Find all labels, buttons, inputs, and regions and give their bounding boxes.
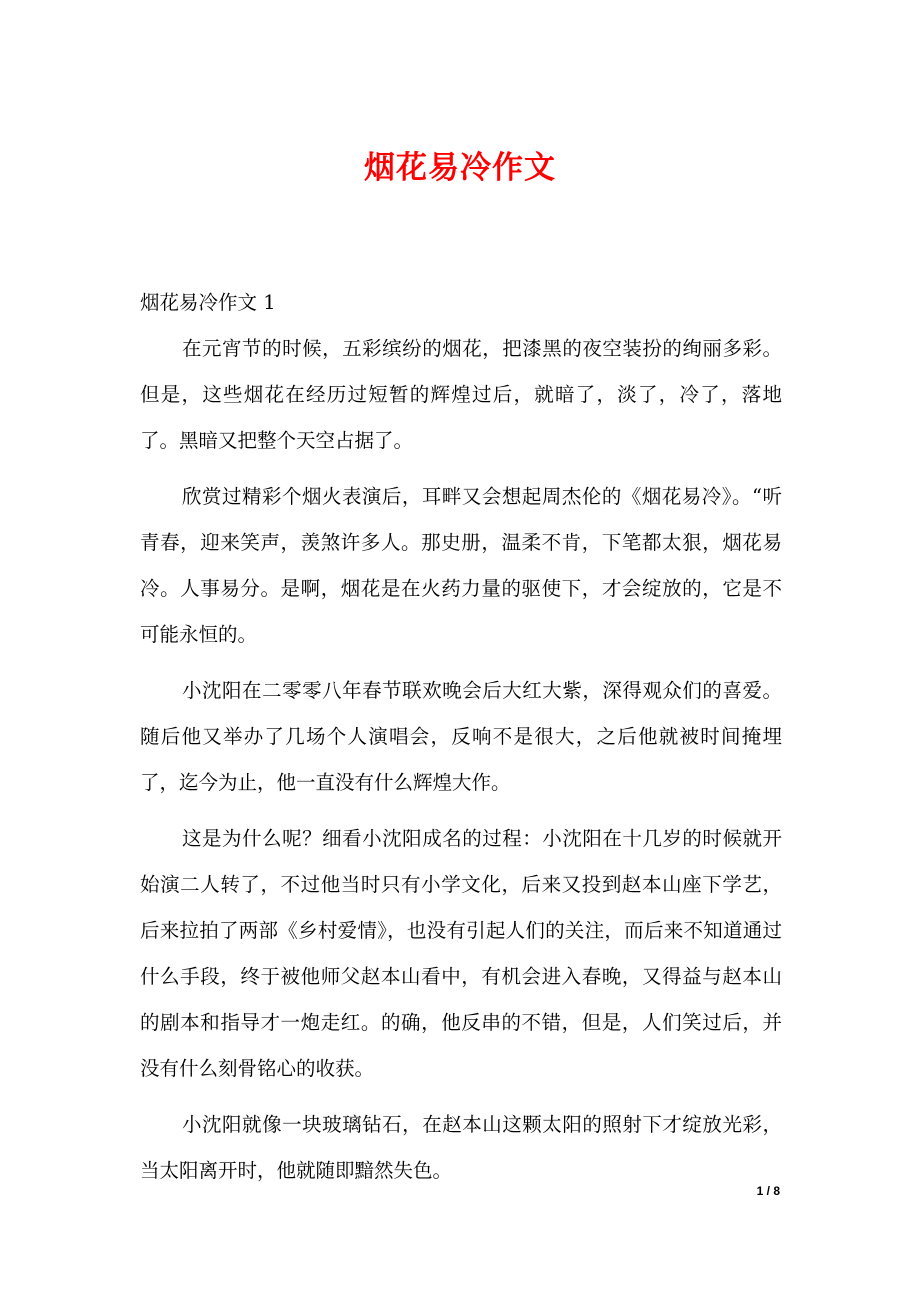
section-heading: 烟花易冷作文 1: [140, 291, 276, 314]
paragraph: 欣赏过精彩个烟火表演后，耳畔又会想起周杰伦的《烟花易冷》。“听青春，迎来笑声，羡煞许多人。那史册，温柔不肯，下笔都太狠，烟花易冷。人事易分。是啊，烟花是在火药力量的驱使下，才会绽放的，它是不可能永恒的。: [140, 485, 782, 646]
paragraph: 在元宵节的时候，五彩缤纷的烟花，把漆黑的夜空装扮的绚丽多彩。但是，这些烟花在经历过短暂的辉煌过后，就暗了，淡了，冷了，落地了。黑暗又把整个天空占据了。: [140, 337, 782, 452]
document-title: 烟花易冷作文: [364, 150, 556, 186]
paragraph: 这是为什么呢？细看小沈阳成名的过程：小沈阳在十几岁的时候就开始演二人转了，不过他当时只有小学文化，后来又投到赵本山座下学艺，后来拉拍了两部《乡村爱情》，也没有引起人们的关注，而后来不知道通过什么手段，终于被他师父赵本山看中，有机会进入春晚，又得益与赵本山的剧本和指导才一炮走红。的确，他反串的不错，但是，人们笑过后，并没有什么刻骨铭心的收获。: [140, 827, 782, 1080]
paragraph: 小沈阳在二零零八年春节联欢晚会后大红大紫，深得观众们的喜爱。随后他又举办了几场个人演唱会，反响不是很大，之后他就被时间掩埋了，迄今为止，他一直没有什么辉煌大作。: [140, 679, 782, 794]
paragraph: 小沈阳就像一块玻璃钻石，在赵本山这颗太阳的照射下才绽放光彩，当太阳离开时，他就随即黯然失色。: [140, 1113, 782, 1182]
document-body: [140, 280, 782, 1204]
page-number: 1 / 8: [756, 1184, 780, 1198]
